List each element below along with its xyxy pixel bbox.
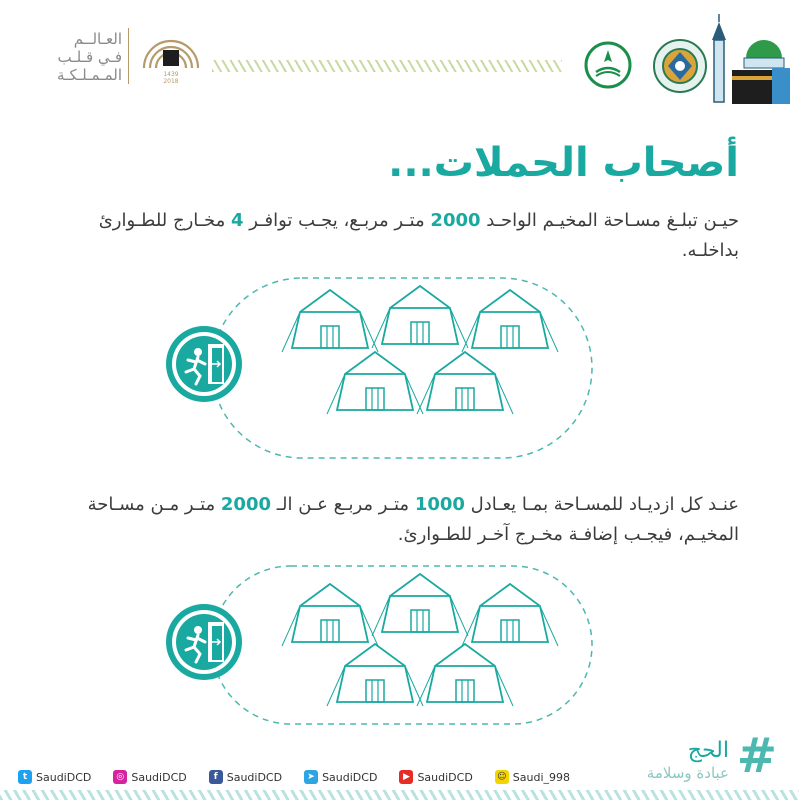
facebook-icon: f	[209, 770, 223, 784]
hajj-subtitle: عبادة وسلامة	[646, 764, 729, 782]
tent-icon	[462, 290, 558, 352]
snapchat-icon: ☺	[495, 770, 509, 784]
camp-illustration-1	[160, 272, 620, 472]
kaaba-icon	[163, 50, 179, 66]
telegram-handle: SaudiDCD	[322, 770, 378, 784]
rule-paragraph-1	[39, 206, 739, 266]
tent-icon	[372, 574, 468, 636]
instagram-handle: SaudiDCD	[131, 770, 187, 784]
civil-defense-emblem-icon	[650, 38, 710, 94]
youtube-icon: ▶	[399, 770, 413, 784]
logo-year-gregorian: 2018	[163, 78, 179, 85]
camp-boundary	[212, 278, 592, 458]
header-hatch-band	[212, 60, 562, 72]
social-snapchat[interactable]	[495, 768, 570, 786]
header-divider	[128, 28, 129, 84]
page-title: أصحاب الحملات...	[388, 140, 739, 186]
social-facebook[interactable]	[209, 768, 282, 786]
telegram-icon: ➤	[304, 770, 318, 784]
slogan-line-3: المـمـلـكـة	[57, 66, 122, 84]
youtube-handle: SaudiDCD	[417, 770, 473, 784]
camp-boundary	[212, 566, 592, 724]
hajj-title: الحج	[687, 738, 729, 763]
tent-icon	[372, 286, 468, 348]
mosque-illustration-icon	[706, 10, 796, 110]
twitter-icon: t	[18, 770, 32, 784]
tent-icon	[282, 290, 378, 352]
emergency-exit-icon	[166, 326, 242, 402]
hashtag-icon: #	[736, 728, 777, 784]
p2-base-value: 2000	[220, 494, 271, 515]
social-telegram[interactable]	[304, 768, 377, 786]
snapchat-handle: Saudi_998	[512, 770, 571, 784]
slogan-line-2: فـي قـلـب	[57, 48, 122, 66]
rule-paragraph-2	[39, 490, 739, 550]
slogan	[52, 30, 122, 84]
tent-icon	[327, 644, 423, 706]
p1-text-before: حيـن تبلـغ مسـاحة المخيـم الواحـد	[480, 210, 739, 231]
p2-text-before: عنـد كل ازديـاد للمسـاحة بمـا يعـادل	[464, 494, 739, 515]
slogan-line-1: العـالــم	[73, 30, 122, 48]
emergency-exit-icon	[166, 604, 242, 680]
social-twitter[interactable]	[18, 768, 91, 786]
p2-increment-value: 1000	[414, 494, 465, 515]
tent-icon	[417, 352, 513, 414]
instagram-icon: ◎	[113, 770, 127, 784]
event-logo	[136, 24, 206, 86]
social-links	[18, 768, 608, 786]
logo-year-hijri: 1439	[163, 71, 179, 78]
p1-text-middle: متـر مربـع، يجـب توافـر	[243, 210, 431, 231]
facebook-handle: SaudiDCD	[226, 770, 283, 784]
p1-exits-value: 4	[231, 210, 244, 231]
twitter-handle: SaudiDCD	[36, 770, 92, 784]
tent-icon	[462, 584, 558, 646]
social-youtube[interactable]	[399, 768, 472, 786]
p2-text-after: متـر مـن مسـاحة المخيـم، فيجـب إضافـة مخـرج آخـر للطـوارئ.	[87, 494, 739, 545]
footer-hatch-band	[0, 790, 799, 800]
p2-text-middle: متـر مربـع عـن الـ	[271, 494, 415, 515]
p1-text-after: مخـارج للطـوارئ بداخلـه.	[98, 210, 739, 261]
camp-illustration-2	[160, 562, 620, 732]
social-instagram[interactable]	[113, 768, 186, 786]
p1-area-value: 2000	[430, 210, 481, 231]
tent-icon	[282, 584, 378, 646]
tent-icon	[417, 644, 513, 706]
ministry-emblem-icon	[582, 40, 634, 90]
tent-icon	[327, 352, 423, 414]
